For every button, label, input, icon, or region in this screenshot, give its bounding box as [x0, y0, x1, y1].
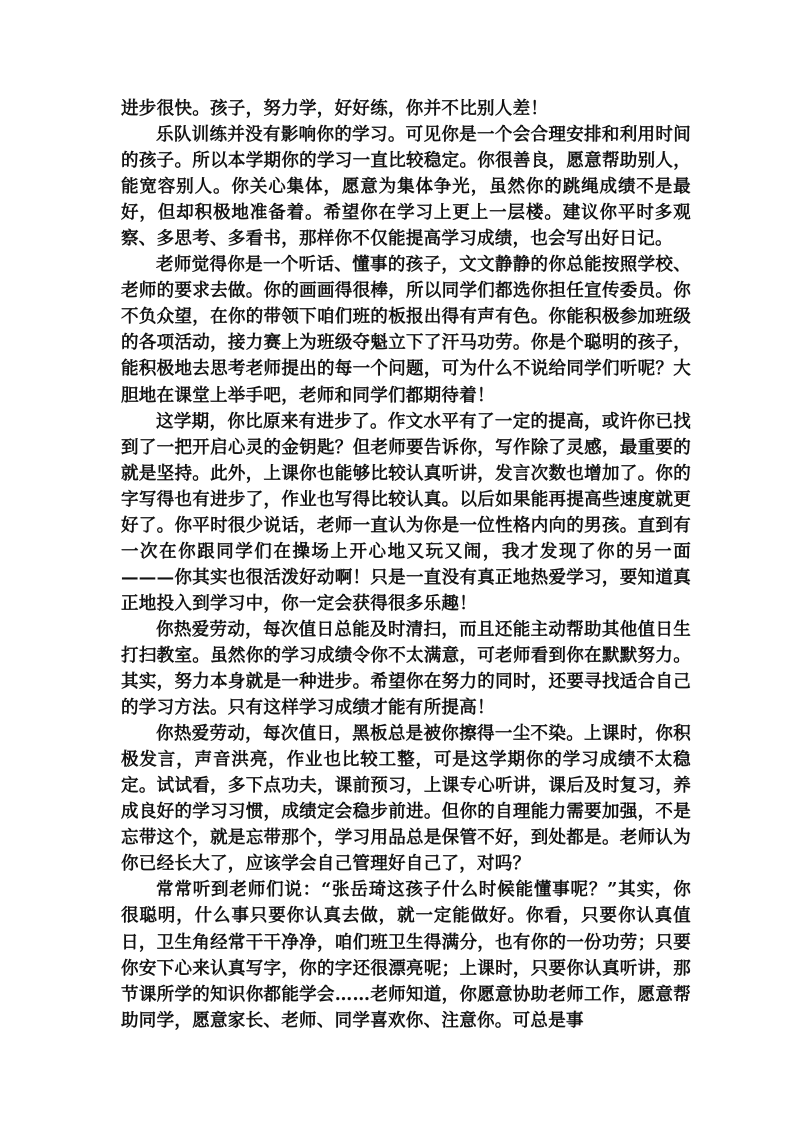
comment-text-block: [121, 96, 691, 1034]
paragraph-3: 老师觉得你是一个听话、懂事的孩子，文文静静的你总能按照学校、老师的要求去做。你的画画得很棒，所以同学们都选你担任宣传委员。你不负众望，在你的带领下咱们班的板报出得有声有色。你能积极参加班级的各项活动，接力赛上为班级夺魁立下了汗马功劳。你是个聪明的孩子，能积极地去思考老师提出的每一个问题，可为什么不说给同学们听呢？大胆地在课堂上举手吧，老师和同学们都期待着！: [121, 255, 691, 406]
paragraph-2: 乐队训练并没有影响你的学习。可见你是一个会合理安排和利用时间的孩子。所以本学期你的学习一直比较稳定。你很善良，愿意帮助别人，能宽容别人。你关心集体，愿意为集体争光，虽然你的跳绳成绩不是最好，但却积极地准备着。希望你在学习上更上一层楼。建议你平时多观察、多思考、多看书，那样你不仅能提高学习成绩，也会写出好日记。: [121, 125, 691, 250]
paragraph-4: 这学期，你比原来有进步了。作文水平有了一定的提高，或许你已找到了一把开启心灵的金钥匙？但老师要告诉你，写作除了灵感，最重要的就是坚持。此外，上课你也能够比较认真听讲，发言次数也增加了。你的字写得也有进步了，作业也写得比较认真。以后如果能再提高些速度就更好了。你平时很少说话，老师一直认为你是一位性格内向的男孩。直到有一次在你跟同学们在操场上开心地又玩又闹，我才发现了你的另一面———你其实也很活泼好动啊！只是一直没有真正地热爱学习，要知道真正地投入到学习中，你一定会获得很多乐趣！: [121, 411, 691, 614]
paragraph-6: 你热爱劳动，每次值日，黑板总是被你擦得一尘不染。上课时，你积极发言，声音洪亮，作业也比较工整，可是这学期你的学习成绩不太稳定。试试看，多下点功夫，课前预习，上课专心听讲，课后及时复习，养成良好的学习习惯，成绩定会稳步前进。但你的自理能力需要加强，不是忘带这个，就是忘带那个，学习用品总是保管不好，到处都是。老师认为你已经长大了，应该学会自己管理好自己了，对吗？: [121, 724, 691, 875]
paragraph-7: 常常听到老师们说：“张岳琦这孩子什么时候能懂事呢？”其实，你很聪明，什么事只要你认真去做，就一定能做好。你看，只要你认真值日，卫生角经常干干净净，咱们班卫生得满分，也有你的一份功劳；只要你安下心来认真写字，你的字还很漂亮呢；上课时，只要你认真听讲，那节课所学的知识你都能学会……老师知道，你愿意协助老师工作，愿意帮助同学，愿意家长、老师、同学喜欢你、注意你。可总是事: [121, 880, 691, 1031]
paragraph-5: 你热爱劳动，每次值日总能及时清扫，而且还能主动帮助其他值日生打扫教室。虽然你的学习成绩令你不太满意，可老师看到你在默默努力。其实，努力本身就是一种进步。希望你在努力的同时，还要寻找适合自己的学习方法。只有这样学习成绩才能有所提高！: [121, 619, 691, 719]
paragraph-1: 进步很快。孩子，努力学，好好练，你并不比别人差！: [121, 99, 549, 119]
